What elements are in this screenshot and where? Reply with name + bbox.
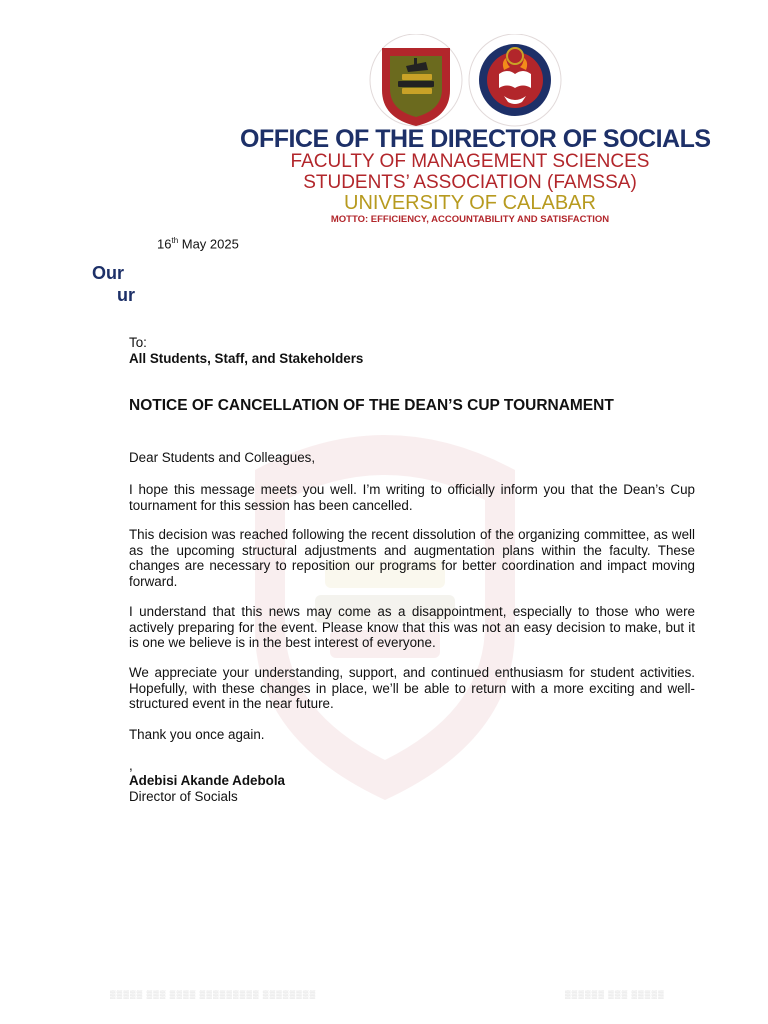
signatory-name: Adebisi Akande Adebola — [129, 773, 286, 788]
closing-line: Thank you once again. — [129, 727, 265, 742]
university-heading: UNIVERSITY OF CALABAR — [344, 192, 596, 214]
paragraph-1: I hope this message meets you well. I’m writing to officially inform you that the Dean’s Cup tournament for this session has been cancelled. — [129, 482, 695, 513]
logos — [368, 34, 568, 130]
recipient-label: To: — [129, 335, 147, 350]
salutation: Dear Students and Colleagues, — [129, 450, 316, 465]
date-suffix: th — [171, 236, 179, 245]
paragraph-3: I understand that this news may come as a disappointment, especially to those who were actively preparing for the event. Please know that this was not an easy decision to make, but it is one we believe is in the best interest of everyone. — [129, 604, 695, 650]
footer-faint-right: ▒▒▒▒▒▒ ▒▒▒ ▒▒▒▒▒ — [565, 990, 665, 999]
date-day: 16 — [157, 236, 172, 252]
famssa-crest-logo — [370, 34, 462, 126]
motto: MOTTO: EFFICIENCY, ACCOUNTABILITY AND SATISFACTION — [330, 214, 610, 225]
paragraph-4: We appreciate your understanding, support, and continued enthusiasm for student activities. Hopefully, with these changes in place, we’ll be able to return with a more exciting and well-structured event in the near future. — [129, 665, 695, 711]
university-of-calabar-logo — [469, 34, 561, 126]
paragraph-2: This decision was reached following the recent dissolution of the organizing committee, as well as the upcoming structural adjustments and augmentation plans within the faculty. These changes are necessary to reposition our programs for better coordination and impact moving forward. — [129, 527, 695, 589]
office-heading: OFFICE OF THE DIRECTOR OF SOCIALS — [240, 125, 711, 153]
date-rest: May 2025 — [178, 236, 239, 252]
association-heading: STUDENTS’ ASSOCIATION (FAMSSA) — [303, 172, 637, 193]
footer-faint-left: ▒▒▒▒▒ ▒▒▒ ▒▒▒▒ ▒▒▒▒▒▒▒▒▒ ▒▒▒▒▒▒▒▒ — [110, 990, 317, 999]
notice-title: NOTICE OF CANCELLATION OF THE DEAN’S CUP TOURNAMENT — [129, 397, 614, 414]
faculty-heading: FACULTY OF MANAGEMENT SCIENCES — [290, 151, 650, 172]
recipient-name: All Students, Staff, and Stakeholders — [129, 351, 364, 366]
letter-date — [157, 236, 239, 251]
stray-text-line1: Our — [92, 263, 125, 283]
signatory-title: Director of Socials — [129, 789, 238, 804]
stray-text-line2: ur — [117, 285, 135, 305]
signature-mark: , — [129, 758, 133, 773]
